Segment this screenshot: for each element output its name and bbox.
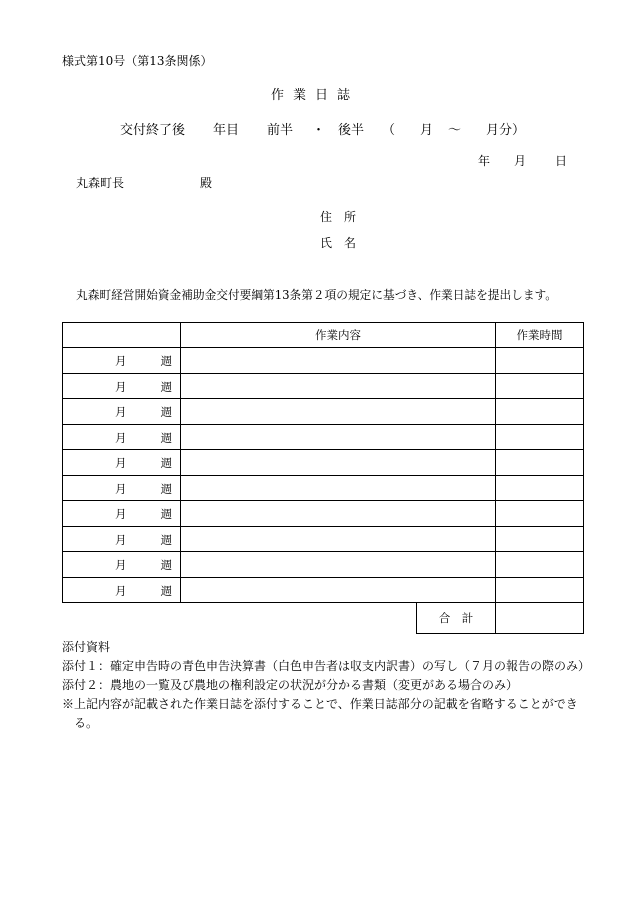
month-label: 月 [115,481,127,496]
date-month: 月 [514,154,527,168]
date-day: 日 [555,154,568,168]
period-cell[interactable] [63,526,181,552]
period-cell[interactable] [63,373,181,399]
week-label: 週 [160,405,172,419]
period-cell[interactable] [63,501,181,527]
header-work-content: 作業内容 [181,323,496,348]
total-row [63,603,584,634]
table-row [63,577,584,603]
table-row [63,348,584,374]
total-blank [63,603,417,634]
work-hours-cell[interactable] [496,501,584,527]
date-year: 年 [478,154,491,168]
work-hours-cell[interactable] [496,424,584,450]
table-row [63,450,584,476]
page-title: 作業日誌 [270,88,359,103]
work-hours-cell[interactable] [496,526,584,552]
period-cell[interactable] [63,348,181,374]
total-hours-cell[interactable] [496,603,584,634]
attachment-note: ※上記内容が記載された作業日誌を添付することで、作業日誌部分の記載を省略することができる。 [62,697,578,730]
work-content-cell[interactable] [181,399,496,425]
period-cell[interactable] [63,552,181,578]
addressee-honorific: 殿 [200,176,213,190]
month-label: 月 [115,532,127,547]
period-first-half: 前半 [267,123,294,138]
table-row [63,475,584,501]
week-label: 週 [160,456,172,470]
name-label: 氏 名 [320,236,357,250]
month-label: 月 [115,379,127,394]
month-label: 月 [115,558,127,572]
period-open-paren: （ [382,123,396,138]
address-label: 住 所 [320,210,357,224]
week-label: 週 [160,558,172,572]
form-number: 様式第10号（第13条関係） [62,54,213,68]
month-label: 月 [115,354,127,368]
work-content-cell[interactable] [181,526,496,552]
statement: 丸森町経営開始資金補助金交付要綱第13条第２項の規定に基づき、作業日誌を提出します。 [76,288,557,302]
table-row [63,501,584,527]
work-hours-cell[interactable] [496,348,584,374]
week-label: 週 [160,354,172,368]
work-hours-cell[interactable] [496,450,584,476]
work-content-cell[interactable] [181,424,496,450]
work-content-cell[interactable] [181,348,496,374]
period-year-suffix: 年目 [213,123,240,138]
period-separator: ・ [312,123,326,138]
week-label: 週 [160,507,172,521]
total-label: 合 計 [417,603,496,634]
work-hours-cell[interactable] [496,373,584,399]
work-content-cell[interactable] [181,450,496,476]
work-hours-cell[interactable] [496,552,584,578]
work-content-cell[interactable] [181,577,496,603]
period-cell[interactable] [63,399,181,425]
addressee-name: 丸森町長 [76,176,125,190]
period-month-end: 月分） [486,123,526,138]
month-label: 月 [115,456,127,470]
header-period-cell [63,323,181,348]
week-label: 週 [160,379,172,394]
period-cell[interactable] [63,475,181,501]
work-hours-cell[interactable] [496,475,584,501]
table-header-row [63,323,584,348]
period-cell[interactable] [63,424,181,450]
work-content-cell[interactable] [181,552,496,578]
week-label: 週 [160,481,172,496]
work-hours-cell[interactable] [496,399,584,425]
period-cell[interactable] [63,450,181,476]
week-label: 週 [160,532,172,547]
attachments-heading: 添付資料 [62,640,111,654]
attachment-item-2: 添付２：農地の一覧及び農地の権利設定の状況が分かる書類（変更がある場合のみ） [62,678,519,692]
period-label: 交付終了後 [120,123,186,138]
month-label: 月 [115,405,127,419]
table-row [63,424,584,450]
table-row [63,526,584,552]
table-row [63,552,584,578]
work-content-cell[interactable] [181,501,496,527]
table-row [63,399,584,425]
week-label: 週 [160,583,172,598]
table-row [63,373,584,399]
period-month-start: 月 [420,123,434,138]
work-content-cell[interactable] [181,475,496,501]
period-tilde: ～ [448,123,462,138]
month-label: 月 [115,430,127,445]
period-cell[interactable] [63,577,181,603]
attachments-section [62,638,591,733]
attachment-item-1: 添付１：確定申告時の青色申告決算書（白色申告者は収支内訳書）の写し（７月の報告の際のみ） [62,659,591,673]
header-work-hours: 作業時間 [496,323,584,348]
period-second-half: 後半 [338,123,365,138]
month-label: 月 [115,583,127,598]
work-content-cell[interactable] [181,373,496,399]
week-label: 週 [160,430,172,445]
work-hours-cell[interactable] [496,577,584,603]
month-label: 月 [115,507,127,521]
work-log-table [62,322,584,634]
